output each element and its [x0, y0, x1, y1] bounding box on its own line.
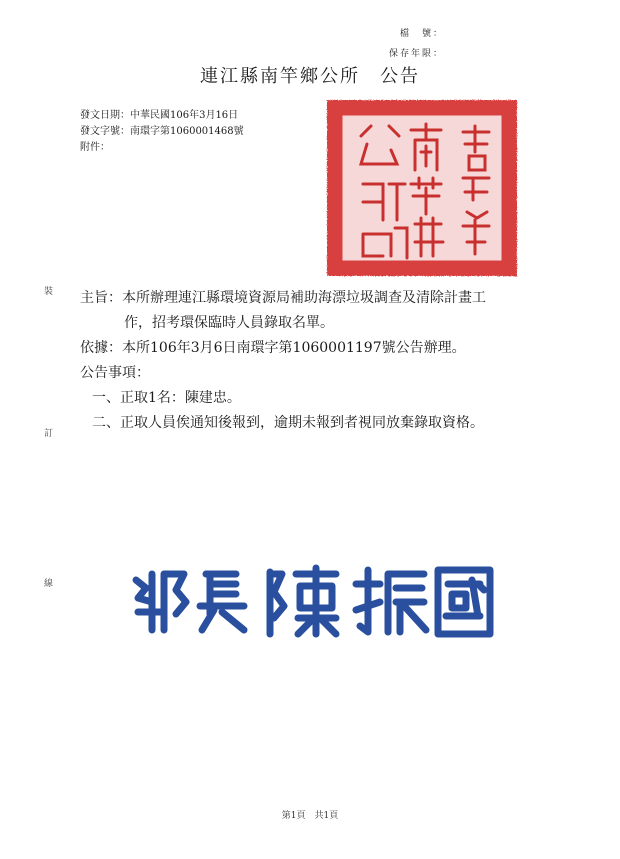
notice-item-1: 一、正取1名：陳建忠。 — [92, 390, 241, 406]
mayor-signature-stamp — [130, 560, 500, 640]
document-number: 發文字號：南環字第1060001468號 — [80, 126, 244, 137]
archive-info — [372, 24, 444, 64]
subject-text-line1: 本所辦理連江縣環境資源局補助海漂垃圾調查及清除計畫工 — [122, 290, 486, 306]
official-seal — [323, 96, 521, 280]
binding-mark-2: 訂 — [44, 429, 54, 439]
attachment-label: 附件： — [80, 142, 110, 153]
basis-paragraph — [80, 336, 560, 361]
binding-mark-3: 線 — [44, 579, 54, 589]
notice-body — [80, 286, 560, 436]
subject-heading: 主旨： — [80, 290, 122, 306]
binding-mark-1: 裝 — [44, 287, 54, 297]
notice-item-2: 二、正取人員俟通知後報到，逾期未報到者視同放棄錄取資格。 — [92, 415, 484, 431]
document-title: 連江縣南竿鄉公所 公告 — [200, 66, 420, 87]
file-number-label: 檔 號： — [399, 29, 444, 39]
basis-heading: 依據： — [80, 340, 122, 356]
basis-text: 本所106年3月6日南環字第1060001197號公告辦理。 — [122, 340, 466, 356]
document-meta — [80, 108, 244, 156]
subject-paragraph — [80, 286, 560, 311]
issue-date: 發文日期：中華民國106年3月16日 — [80, 110, 239, 121]
notice-items-heading: 公告事項： — [80, 365, 150, 381]
retention-label: 保存年限： — [388, 49, 444, 59]
subject-text-line2: 作，招考環保臨時人員錄取名單。 — [124, 315, 334, 331]
page-footer: 第1頁 共1頁 — [281, 811, 339, 821]
